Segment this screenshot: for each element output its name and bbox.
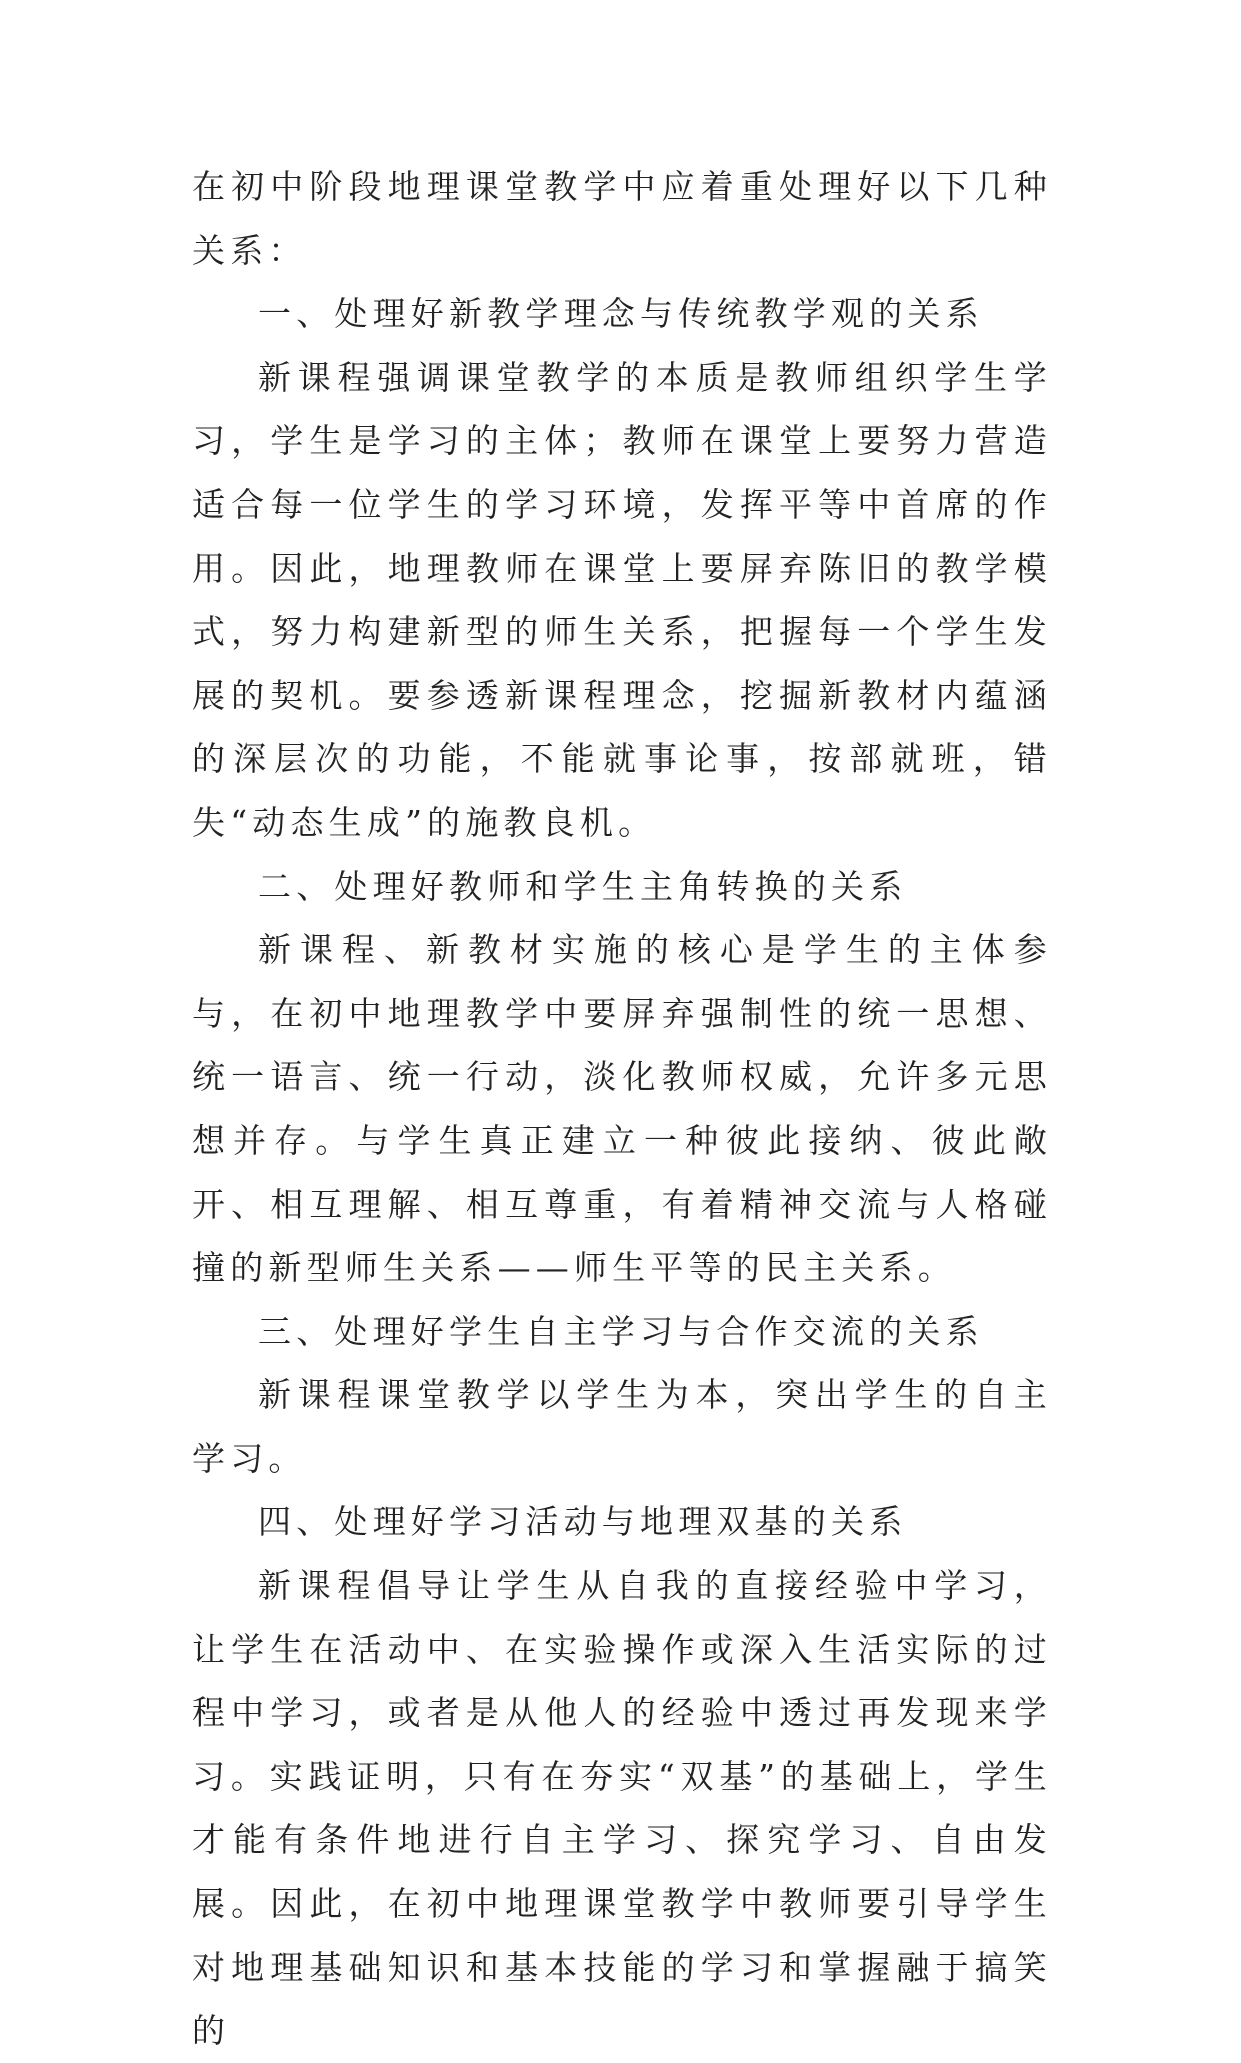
section-heading-2: 二、处理好教师和学生主角转换的关系: [258, 866, 908, 906]
section-body-1: 新课程强调课堂教学的本质是教师组织学生学习，学生是学习的主体；教师在课堂上要努力营造适合每一位学生的学习环境，发挥平等中首席的作用。因此，地理教师在课堂上要屏弃陈旧的教学模式，努力构建新型的师生关系，把握每一个学生发展的契机。要参透新课程理念，挖掘新教材内蕴涵的深层次的功能，不能就事论事，按部就班，错失“动态生成”的施教良机。: [192, 357, 1052, 842]
document-body: [192, 155, 1052, 2063]
section-body-2: 新课程、新教材实施的核心是学生的主体参与，在初中地理教学中要屏弃强制性的统一思想、统一语言、统一行动，淡化教师权威，允许多元思想并存。与学生真正建立一种彼此接纳、彼此敞开、相互理解、相互尊重，有着精神交流与人格碰撞的新型师生关系——师生平等的民主关系。: [192, 930, 1052, 1288]
section-heading-3: 三、处理好学生自主学习与合作交流的关系: [258, 1311, 984, 1351]
section-body-4: 新课程倡导让学生从自我的直接经验中学习，让学生在活动中、在实验操作或深入生活实际的过程中学习，或者是从他人的经验中透过再发现来学习。实践证明，只有在夯实“双基”的基础上，学生才能有条件地进行自主学习、探究学习、自由发展。因此，在初中地理课堂教学中教师要引导学生对地理基础知识和基本技能的学习和掌握融于搞笑的: [192, 1566, 1052, 2051]
section-heading-1: 一、处理好新教学理念与传统教学观的关系: [258, 294, 984, 334]
section-body-3: 新课程课堂教学以学生为本，突出学生的自主学习。: [192, 1375, 1052, 1478]
intro-paragraph: 在初中阶段地理课堂教学中应着重处理好以下几种关系：: [192, 167, 1052, 270]
section-heading-4: 四、处理好学习活动与地理双基的关系: [258, 1502, 908, 1542]
